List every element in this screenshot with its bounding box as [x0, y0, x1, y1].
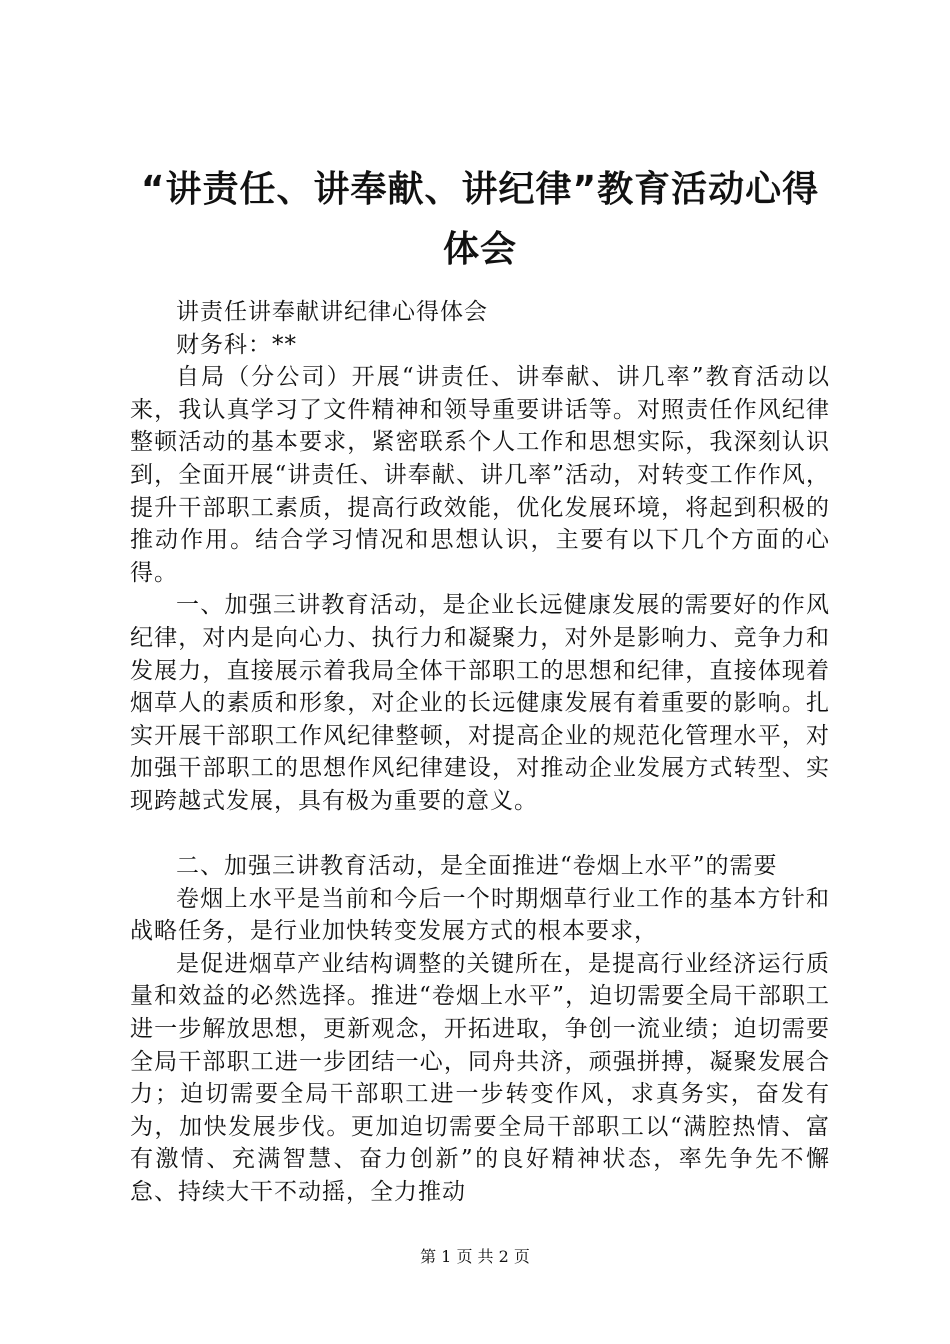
- page-footer: 第 1 页 共 2 页: [420, 1247, 530, 1266]
- document-title: “讲责任、讲奉献、讲纪律”教育活动心得体会: [140, 169, 820, 270]
- subtitle-line: 讲责任讲奉献讲纪律心得体会: [176, 299, 488, 325]
- author-line: 财务科：**: [176, 331, 297, 358]
- body-paragraph: 卷烟上水平是当前和今后一个时期烟草行业工作的基本方针和战略任务，是行业加快转变发展方式的根本要求，: [130, 885, 830, 945]
- body-paragraph: 是促进烟草产业结构调整的关键所在，是提高行业经济运行质量和效益的必然选择。推进“卷烟上水平”，迫切需要全局干部职工进一步解放思想，更新观念，开拓进取，争创一流业绩；迫切需要全局干部职工进一步团结一心，同舟共济，顽强拼搏，凝聚发展合力；迫切需要全局干部职工进一步转变作风，求真务实，奋发有为，加快发展步伐。更加迫切需要全局干部职工以“满腔热情、富有激情、充满智慧、奋力创新”的良好精神状态，率先争先不懈怠、持续大干不动摇，全力推动: [130, 950, 830, 1206]
- document-body: [130, 296, 830, 1209]
- body-paragraph: 自局（分公司）开展“讲责任、讲奉献、讲几率”教育活动以来，我认真学习了文件精神和领导重要讲话等。对照责任作风纪律整顿活动的基本要求，紧密联系个人工作和思想实际，我深刻认识到，全面开展“讲责任、讲奉献、讲几率”活动，对转变工作作风，提升干部职工素质，提高行政效能，优化发展环境，将起到积极的推动作用。结合学习情况和思想认识，主要有以下几个方面的心得。: [130, 364, 830, 586]
- section-heading: 二、加强三讲教育活动，是全面推进“卷烟上水平”的需要: [176, 853, 778, 880]
- body-paragraph: 一、加强三讲教育活动，是企业长远健康发展的需要好的作风纪律，对内是向心力、执行力和凝聚力，对外是影响力、竞争力和发展力，直接展示着我局全体干部职工的思想和纪律，直接体现着烟草人的素质和形象，对企业的长远健康发展有着重要的影响。扎实开展干部职工作风纪律整顿，对提高企业的规范化管理水平，对加强干部职工的思想作风纪律建设，对推动企业发展方式转型、实现跨越式发展，具有极为重要的意义。: [130, 592, 830, 814]
